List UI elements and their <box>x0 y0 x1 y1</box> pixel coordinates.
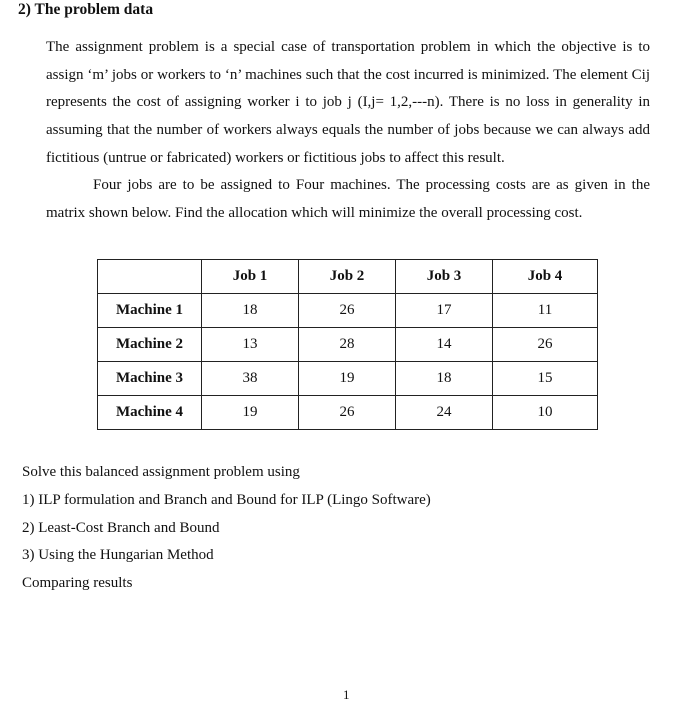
cost-matrix-table <box>97 259 598 430</box>
cost-cell: 15 <box>493 362 598 396</box>
row-header-machine-2: Machine 2 <box>98 328 202 362</box>
cost-cell: 26 <box>299 294 396 328</box>
table-header-row <box>98 260 598 294</box>
page-number: 1 <box>343 687 350 702</box>
cost-cell: 26 <box>493 328 598 362</box>
cost-cell: 26 <box>299 396 396 430</box>
row-header-machine-4: Machine 4 <box>98 396 202 430</box>
cost-cell: 11 <box>493 294 598 328</box>
section-heading: 2) The problem data <box>18 1 154 18</box>
instructions-intro: Solve this balanced assignment problem using <box>22 464 300 480</box>
column-header-job-2: Job 2 <box>299 260 396 294</box>
cost-cell: 10 <box>493 396 598 430</box>
table-row <box>98 362 598 396</box>
table-row <box>98 294 598 328</box>
instruction-item-least-cost: 2) Least-Cost Branch and Bound <box>22 519 220 536</box>
instruction-item-compare: Comparing results <box>22 575 133 592</box>
cost-cell: 19 <box>299 362 396 396</box>
row-header-machine-1: Machine 1 <box>98 294 202 328</box>
cost-cell: 18 <box>396 362 493 396</box>
cost-cell: 17 <box>396 294 493 328</box>
cost-cell: 13 <box>202 328 299 362</box>
cost-cell: 28 <box>299 328 396 362</box>
row-header-machine-3: Machine 3 <box>98 362 202 396</box>
table-corner-cell <box>98 260 202 294</box>
cost-cell: 38 <box>202 362 299 396</box>
table-row <box>98 396 598 430</box>
column-header-job-4: Job 4 <box>493 260 598 294</box>
column-header-job-3: Job 3 <box>396 260 493 294</box>
instructions-list <box>22 459 431 598</box>
instruction-item-hungarian: 3) Using the Hungarian Method <box>22 547 214 564</box>
column-header-job-1: Job 1 <box>202 260 299 294</box>
instruction-item-ilp: 1) ILP formulation and Branch and Bound for ILP (Lingo Software) <box>22 491 431 508</box>
cost-cell: 14 <box>396 328 493 362</box>
cost-cell: 19 <box>202 396 299 430</box>
cost-cell: 18 <box>202 294 299 328</box>
table-row <box>98 328 598 362</box>
cost-cell: 24 <box>396 396 493 430</box>
problem-statement-paragraph: Four jobs are to be assigned to Four machines. The processing costs are as given in the matrix shown below. Find the allocation which will minimize the overall processing cost. <box>46 177 650 221</box>
intro-paragraph: The assignment problem is a special case of transportation problem in which the objective is to assign ‘m’ jobs or workers to ‘n’ machines such that the cost incurred is minimized. The element Cij represents the cost of assigning worker i to job j (I,j= 1,2,---n). There is no loss in generality in assuming that the number of workers always equals the number of jobs because we can always add fictitious (untrue or fabricated) workers or fictitious jobs to affect this result. <box>46 39 650 166</box>
